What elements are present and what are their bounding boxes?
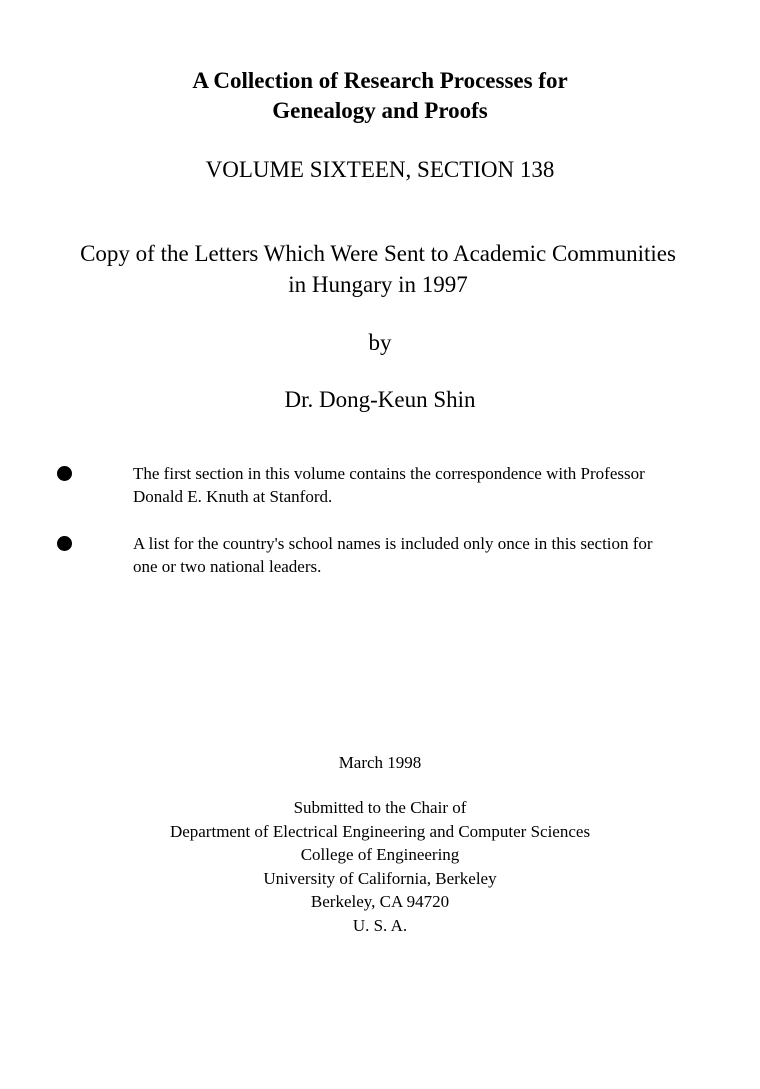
by-label: by — [368, 330, 392, 355]
author-name: Dr. Dong-Keun Shin — [284, 387, 476, 412]
list-item — [0, 532, 760, 602]
list-item-line-1: A list for the country's school names is included only once in this section for — [133, 534, 653, 553]
document-title — [0, 66, 760, 126]
submission-line-6: U. S. A. — [352, 915, 408, 935]
title-line-2: Genealogy and Proofs — [272, 98, 488, 123]
list-item-text — [133, 462, 723, 508]
submission-line-2: Department of Electrical Engineering and Computer Sciences — [169, 821, 591, 841]
submission-line-1: Submitted to the Chair of — [293, 798, 467, 817]
submission-block — [0, 796, 760, 937]
subtitle-line-1: Copy of the Letters Which Were Sent to Academic Communities — [80, 241, 676, 266]
list-item — [0, 462, 760, 532]
list-item-line-2: one or two national leaders. — [133, 557, 322, 576]
submission-line-5: Berkeley, CA 94720 — [310, 892, 450, 911]
list-item-line-1: The first section in this volume contains the correspondence with Professor — [133, 464, 645, 483]
document-subtitle — [38, 238, 718, 300]
submission-line-3: College of Engineering — [300, 845, 460, 864]
bullet-icon — [57, 466, 72, 481]
list-item-text — [133, 532, 723, 578]
list-item-line-2: Donald E. Knuth at Stanford. — [133, 487, 333, 506]
subtitle-line-2: in Hungary in 1997 — [288, 272, 468, 297]
document-date: March 1998 — [338, 753, 422, 772]
volume-heading: VOLUME SIXTEEN, SECTION 138 — [205, 157, 555, 182]
bullet-icon — [57, 536, 72, 551]
submission-line-4: University of California, Berkeley — [263, 868, 497, 888]
title-line-1: A Collection of Research Processes for — [192, 68, 568, 93]
notes-list — [0, 462, 760, 602]
